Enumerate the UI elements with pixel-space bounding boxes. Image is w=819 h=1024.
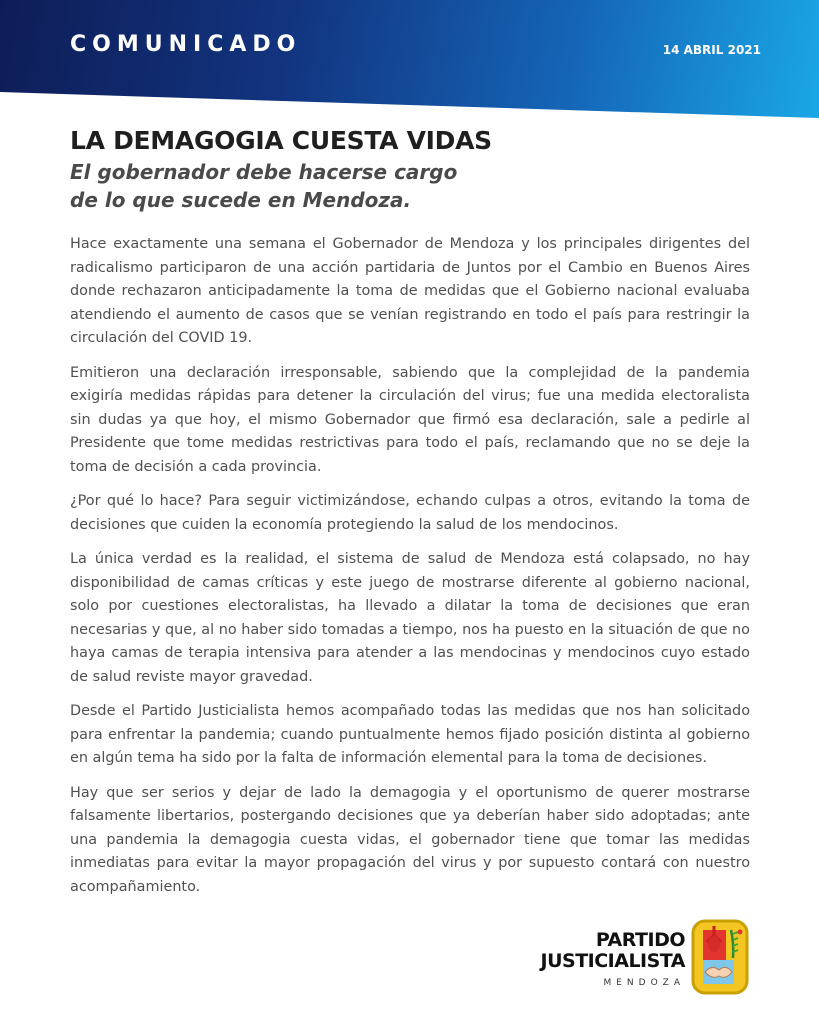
- header-date: 14 ABRIL 2021: [662, 43, 761, 57]
- paragraph-4: La única verdad es la realidad, el sistema de salud de Mendoza está colapsado, no hay disponibilidad de camas críticas y este juego de mostrarse diferente al gobierno nacional, solo por cuestiones electoralistas, ha llevado a dilatar la toma de decisiones que eran necesarias y que, al no haber sido tomadas a tiempo, nos ha puesto en la situación de que no haya camas de terapia intensiva para atender a las mendocinas y mendocinos cuyo estado de salud reviste mayor gravedad.: [70, 551, 750, 685]
- paragraph-5: Desde el Partido Justicialista hemos acompañado todas las medidas que nos han solicitado para enfrentar la pandemia; cuando puntualmente hemos fijado posición distinta al gobierno en algún tema ha sido por la falta de información elemental para la toma de decisiones.: [70, 703, 750, 766]
- logo-line-justicialista: JUSTICIALISTA: [540, 950, 685, 972]
- paragraph-6: Hay que ser serios y dejar de lado la demagogia y el oportunismo de querer mostrarse falsamente libertarios, postergando decisiones que ya deberían haber sido adoptadas; ante una pandemia la demagogia cuesta vidas, el gobernador tiene que tomar las medidas inmediatas para evitar la mayor propagación del virus y por supuesto contará con nuestro acompañamiento.: [70, 784, 750, 895]
- header-banner: [0, 0, 819, 118]
- paragraph-2: Emitieron una declaración irresponsable, sabiendo que la complejidad de la pandemia exigiría medidas rápidas para detener la circulación del virus; fue una medida electoralista sin dudas ya que hoy, el mismo Gobernador que firmó esa declaración, sale a pedirle al Presidente que tome medidas restrictivas para todo el país, reclamando que no se deje la toma de decisión a cada provincia.: [70, 364, 750, 475]
- headline: LA DEMAGOGIA CUESTA VIDAS: [70, 126, 492, 155]
- logo-line-partido: PARTIDO: [595, 929, 685, 951]
- logo-line-mendoza: MENDOZA: [603, 978, 685, 988]
- header-title: COMUNICADO: [70, 32, 302, 57]
- paragraph-3: ¿Por qué lo hace? Para seguir victimizándose, echando culpas a otros, evitando la toma de decisiones que cuiden la economía protegiendo la salud de los mendocinos.: [70, 493, 750, 533]
- body-text: [70, 233, 750, 899]
- logo-text: [541, 930, 685, 988]
- subhead-line-1: El gobernador debe hacerse cargo: [70, 160, 458, 184]
- article: [70, 124, 750, 910]
- peronist-shield-emblem-icon: [690, 918, 750, 996]
- subhead-line-2: de lo que sucede en Mendoza.: [70, 188, 412, 212]
- party-logo: [535, 918, 750, 998]
- paragraph-1: Hace exactamente una semana el Gobernador de Mendoza y los principales dirigentes del radicalismo participaron de una acción partidaria de Juntos por el Cambio en Buenos Aires donde rechazaron anticipadamente la toma de medidas que el Gobierno nacional evaluaba atendiendo el aumento de casos que se venían registrando en todo el país para restringir la circulación del COVID 19.: [70, 236, 750, 346]
- subheadline: [70, 158, 750, 214]
